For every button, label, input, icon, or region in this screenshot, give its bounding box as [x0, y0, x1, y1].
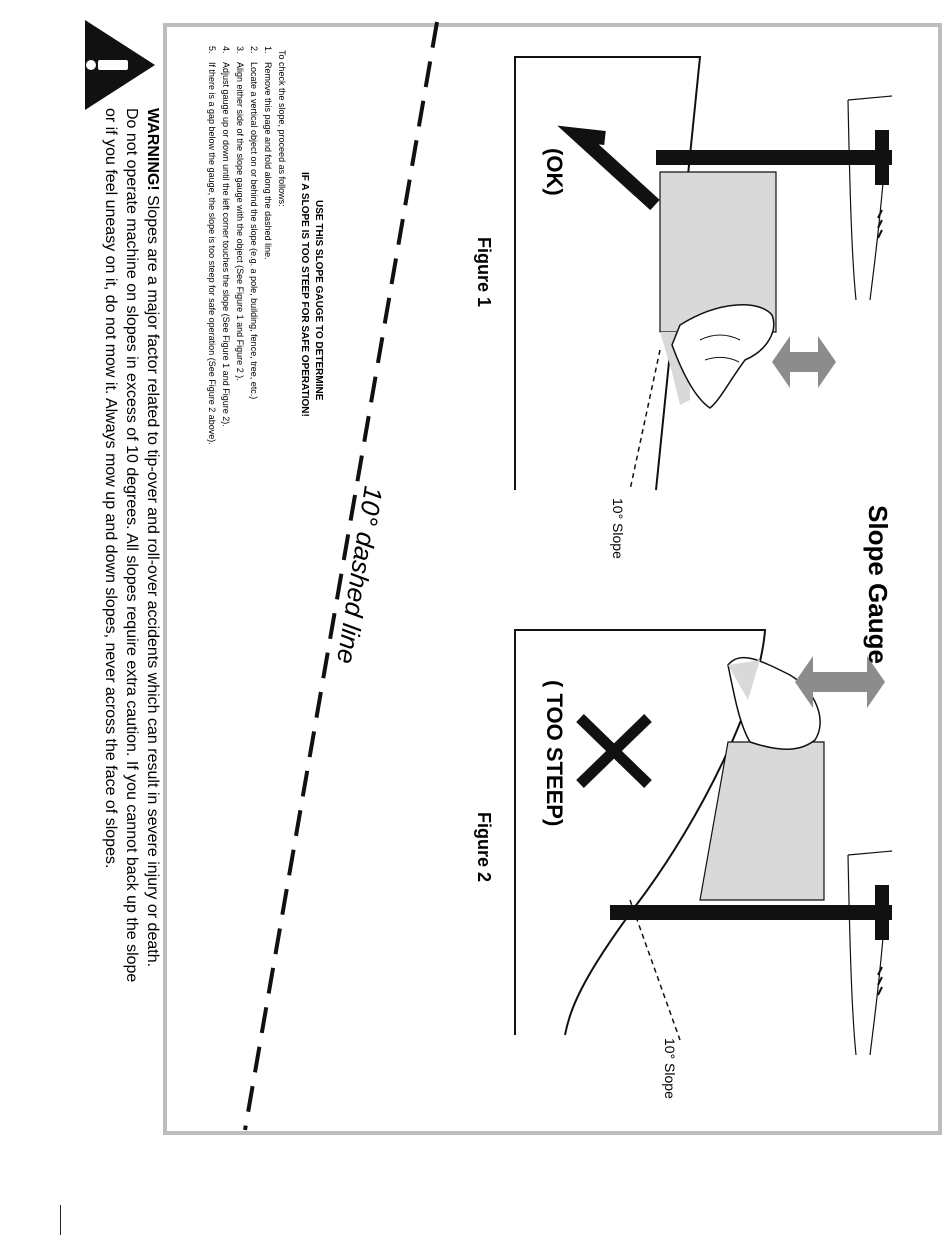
figure-1-pole-crossarm	[875, 130, 889, 185]
figure-2-illustration	[515, 630, 892, 1055]
figure-2-label: Figure 2	[474, 812, 494, 883]
check-mark-icon	[578, 135, 655, 205]
step-text: Remove this page and fold along the dashed line.	[263, 62, 273, 260]
step-text: Align either side of the slope gauge with the object (See Figure 1 and Figure 2 ).	[235, 62, 245, 381]
figure-2-slope-reference	[630, 900, 680, 1040]
step-text: Adjust gauge up or down until the left corner touches the slope (See Figure 1 and Figure 2).	[221, 62, 231, 427]
page-title: Slope Gauge	[863, 505, 893, 664]
warning-line1-text: Slopes are a major factor related to tip-over and roll-over accidents which can result in severe injury or death.	[144, 190, 161, 968]
warning-line3: or if you feel uneasy on it, do not mow it. Always mow up and down slopes, never across the face of slopes.	[102, 108, 119, 869]
figure-1-slope-reference	[630, 350, 660, 490]
step-number: 1.	[263, 46, 273, 54]
figure-1-label: Figure 1	[474, 237, 494, 308]
figure-2-pole-crossarm	[875, 885, 889, 940]
step-text: If there is a gap below the gauge, the slope is too steep for safe operation (See Figure 2 above).	[207, 62, 217, 445]
dashed-line-label: 10° dashed line	[330, 484, 389, 667]
figure-2-verdict: ( TOO STEEP)	[542, 680, 567, 827]
step-number: 5.	[207, 46, 217, 54]
figure-1-illustration	[515, 57, 892, 490]
instructions-list	[207, 46, 273, 445]
figure-1-slope-label: 10° Slope	[610, 498, 626, 559]
page-margin-rule	[60, 1205, 61, 1235]
step-number: 3.	[235, 46, 245, 54]
warning-icon	[85, 20, 155, 110]
step-text: Locate a vertical object on or behind the slope (e.g. a pole, building, fence, tree, etc.)	[249, 62, 259, 400]
warning-bold: WARNING!	[144, 108, 161, 191]
step-number: 2.	[249, 46, 259, 54]
warning-line1	[144, 108, 161, 967]
instructions-intro: To check the slope, proceed as follows:	[277, 50, 287, 207]
figure-2-slope-label: 10° Slope	[662, 1038, 678, 1099]
instructions-heading-line1: USE THIS SLOPE GAUGE TO DETERMINE	[313, 200, 324, 401]
instructions-heading-line2: IF A SLOPE IS TOO STEEP FOR SAFE OPERATION!	[299, 172, 310, 417]
warning-line2: Do not operate machine on slopes in excess of 10 degrees. All slopes require extra caution. If you cannot back up the slope	[123, 108, 140, 983]
step-number: 4.	[221, 46, 231, 54]
figure-1-pole	[656, 150, 892, 165]
figure-1-adjust-arrow	[772, 336, 836, 388]
figure-1-verdict: (OK)	[542, 148, 567, 196]
figure-2-gauge-card	[700, 742, 824, 900]
